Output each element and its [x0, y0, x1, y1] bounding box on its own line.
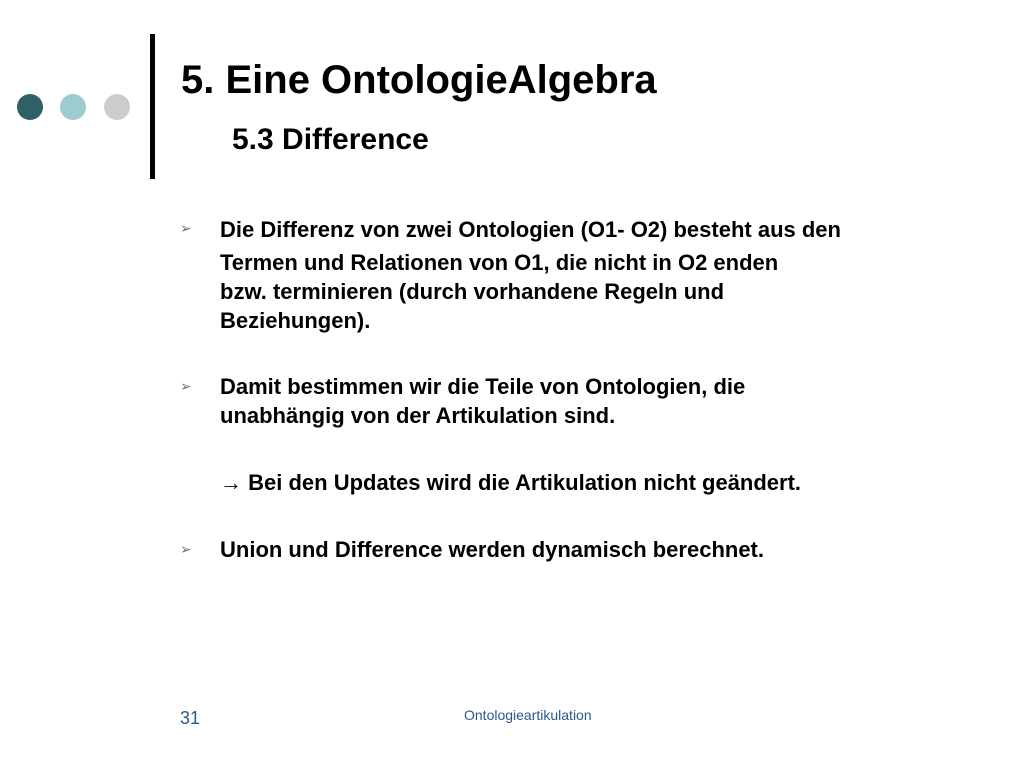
page-number: 31: [180, 708, 201, 728]
bullet-line: Damit bestimmen wir die Teile von Ontologien, die: [220, 374, 746, 399]
bullet-item: [180, 372, 970, 430]
bullet-line: unabhängig von der Artikulation sind.: [220, 403, 616, 428]
title-divider: [150, 34, 155, 179]
bullet-line: Die Differenz von zwei Ontologien (O1- O2) besteht aus den: [220, 217, 841, 242]
bullet-line: Union und Difference werden dynamisch berechnet.: [220, 537, 764, 562]
decor-dot-dark: [17, 94, 43, 120]
slide-subtitle: 5.3 Difference: [232, 123, 429, 156]
chevron-right-icon: ➢: [180, 541, 192, 557]
bullet-item: [180, 214, 970, 335]
conclusion-text: Bei den Updates wird die Artikulation nicht geändert.: [248, 470, 802, 495]
slide-title: 5. Eine OntologieAlgebra: [181, 58, 657, 102]
bullet-line: Beziehungen).: [220, 308, 371, 333]
decor-dot-gray: [104, 94, 130, 120]
bullet-line: Termen und Relationen von O1, die nicht in O2 enden: [220, 250, 779, 275]
conclusion-line: [180, 468, 970, 497]
chevron-right-icon: ➢: [180, 378, 192, 394]
decor-dot-light: [60, 94, 86, 120]
bullet-line: bzw. terminieren (durch vorhandene Regeln und: [220, 279, 725, 304]
bullet-item: [180, 535, 970, 564]
chevron-right-icon: ➢: [180, 220, 192, 236]
arrow-right-icon: →: [220, 470, 242, 495]
slide-content: [180, 214, 970, 564]
footer-label: Ontologieartikulation: [464, 707, 592, 723]
